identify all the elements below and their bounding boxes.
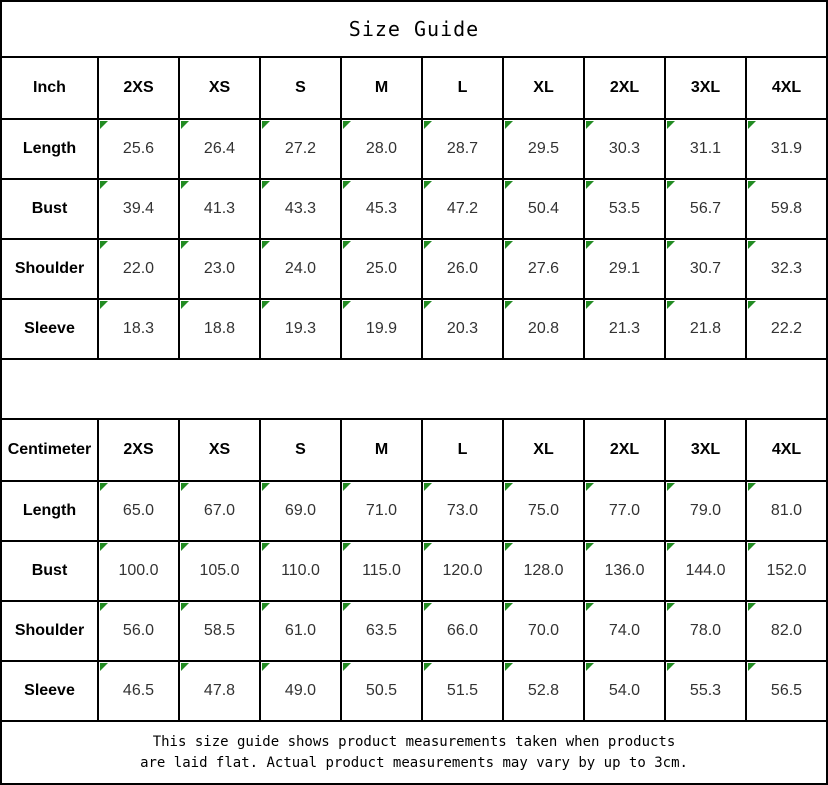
- corner-flag-icon: [343, 181, 351, 189]
- corner-flag-icon: [667, 181, 675, 189]
- value-cell: [503, 299, 584, 359]
- value-cell: [341, 299, 422, 359]
- corner-flag-icon: [262, 483, 270, 491]
- corner-flag-icon: [667, 483, 675, 491]
- value-cell: [341, 239, 422, 299]
- value-cell: [179, 541, 260, 601]
- value-cell: [98, 481, 179, 541]
- footer-note-line2: are laid flat. Actual product measurements may vary by up to 3cm.: [140, 754, 688, 771]
- corner-flag-icon: [343, 483, 351, 491]
- corner-flag-icon: [343, 121, 351, 129]
- corner-flag-icon: [262, 603, 270, 611]
- corner-flag-icon: [181, 663, 189, 671]
- value-text: 110.0: [281, 562, 320, 579]
- measurement-row-length: [1, 481, 827, 541]
- corner-flag-icon: [262, 663, 270, 671]
- value-cell: [422, 661, 503, 721]
- corner-flag-icon: [424, 603, 432, 611]
- value-text: 19.3: [284, 320, 317, 337]
- value-cell: [422, 119, 503, 179]
- value-text: 28.7: [446, 140, 479, 157]
- value-cell: [746, 179, 827, 239]
- size-header-cell-2xl: 2XL: [584, 419, 665, 481]
- corner-flag-icon: [667, 603, 675, 611]
- corner-flag-icon: [100, 483, 108, 491]
- value-cell: [98, 299, 179, 359]
- inch-table-section: [1, 57, 827, 359]
- corner-flag-icon: [667, 663, 675, 671]
- corner-flag-icon: [100, 301, 108, 309]
- size-header-cell-xl: XL: [503, 57, 584, 119]
- value-cell: [260, 179, 341, 239]
- value-cell: [422, 239, 503, 299]
- size-header-cell-4xl: 4XL: [746, 57, 827, 119]
- value-cell: [179, 179, 260, 239]
- corner-flag-icon: [667, 301, 675, 309]
- centimeter-table-section: [1, 419, 827, 721]
- corner-flag-icon: [262, 121, 270, 129]
- corner-flag-icon: [424, 121, 432, 129]
- corner-flag-icon: [262, 543, 270, 551]
- value-text: 65.0: [122, 502, 155, 519]
- value-text: 74.0: [608, 622, 641, 639]
- unit-label-cell: Centimeter: [1, 419, 98, 481]
- value-text: 41.3: [203, 200, 236, 217]
- value-text: 39.4: [122, 200, 155, 217]
- value-text: 51.5: [446, 682, 479, 699]
- corner-flag-icon: [343, 603, 351, 611]
- corner-flag-icon: [181, 181, 189, 189]
- value-cell: [341, 179, 422, 239]
- value-cell: [746, 481, 827, 541]
- value-text: 27.2: [284, 140, 317, 157]
- measurement-row-shoulder: [1, 239, 827, 299]
- corner-flag-icon: [181, 301, 189, 309]
- corner-flag-icon: [505, 121, 513, 129]
- corner-flag-icon: [505, 241, 513, 249]
- corner-flag-icon: [262, 181, 270, 189]
- corner-flag-icon: [586, 121, 594, 129]
- size-header-cell-xs: XS: [179, 57, 260, 119]
- value-cell: [746, 239, 827, 299]
- value-text: 30.3: [608, 140, 641, 157]
- value-text: 50.4: [527, 200, 560, 217]
- value-text: 50.5: [365, 682, 398, 699]
- title-row: [1, 1, 827, 57]
- value-text: 63.5: [365, 622, 398, 639]
- value-text: 25.6: [122, 140, 155, 157]
- value-text: 19.9: [365, 320, 398, 337]
- inch-header-row: [1, 57, 827, 119]
- value-cell: [503, 179, 584, 239]
- value-text: 28.0: [365, 140, 398, 157]
- row-label-cell: Bust: [1, 541, 98, 601]
- value-cell: [584, 119, 665, 179]
- value-text: 53.5: [608, 200, 641, 217]
- size-header-cell-m: M: [341, 419, 422, 481]
- value-text: 71.0: [365, 502, 398, 519]
- size-header-cell-m: M: [341, 57, 422, 119]
- corner-flag-icon: [586, 543, 594, 551]
- table-spacer: [1, 359, 827, 419]
- value-cell: [503, 541, 584, 601]
- value-cell: [179, 239, 260, 299]
- value-text: 115.0: [362, 562, 401, 579]
- value-text: 21.3: [608, 320, 641, 337]
- size-header-cell-s: S: [260, 57, 341, 119]
- corner-flag-icon: [181, 121, 189, 129]
- value-cell: [260, 239, 341, 299]
- centimeter-header-row: [1, 419, 827, 481]
- value-text: 22.0: [122, 260, 155, 277]
- footer-note-line1: This size guide shows product measurements taken when products: [152, 734, 676, 751]
- spacer-section: [1, 359, 827, 419]
- value-text: 31.9: [770, 140, 803, 157]
- page-title: Size Guide: [1, 1, 827, 57]
- row-label-cell: Length: [1, 481, 98, 541]
- value-cell: [503, 601, 584, 661]
- value-text: 26.0: [446, 260, 479, 277]
- value-text: 22.2: [770, 320, 803, 337]
- value-cell: [665, 179, 746, 239]
- value-text: 152.0: [766, 562, 807, 579]
- corner-flag-icon: [505, 483, 513, 491]
- value-cell: [422, 299, 503, 359]
- value-text: 75.0: [527, 502, 560, 519]
- value-text: 52.8: [527, 682, 560, 699]
- corner-flag-icon: [505, 181, 513, 189]
- size-header-cell-3xl: 3XL: [665, 419, 746, 481]
- corner-flag-icon: [100, 121, 108, 129]
- value-text: 47.2: [446, 200, 479, 217]
- value-cell: [503, 481, 584, 541]
- value-text: 25.0: [365, 260, 398, 277]
- value-text: 100.0: [118, 562, 159, 579]
- measurement-row-shoulder: [1, 601, 827, 661]
- value-cell: [665, 481, 746, 541]
- value-text: 45.3: [365, 200, 398, 217]
- corner-flag-icon: [100, 543, 108, 551]
- footer-row: [1, 721, 827, 784]
- value-cell: [98, 179, 179, 239]
- value-text: 46.5: [122, 682, 155, 699]
- value-cell: [746, 541, 827, 601]
- value-text: 79.0: [689, 502, 722, 519]
- corner-flag-icon: [424, 483, 432, 491]
- corner-flag-icon: [343, 301, 351, 309]
- value-text: 26.4: [203, 140, 236, 157]
- corner-flag-icon: [748, 181, 756, 189]
- value-cell: [422, 179, 503, 239]
- value-text: 49.0: [284, 682, 317, 699]
- corner-flag-icon: [343, 663, 351, 671]
- value-cell: [98, 239, 179, 299]
- value-cell: [665, 239, 746, 299]
- corner-flag-icon: [586, 663, 594, 671]
- value-cell: [260, 299, 341, 359]
- value-cell: [179, 119, 260, 179]
- value-cell: [260, 661, 341, 721]
- spacer-row: [1, 359, 827, 419]
- footer-section: [1, 721, 827, 784]
- value-text: 81.0: [770, 502, 803, 519]
- size-header-cell-2xs: 2XS: [98, 57, 179, 119]
- value-text: 21.8: [689, 320, 722, 337]
- value-text: 66.0: [446, 622, 479, 639]
- value-cell: [179, 661, 260, 721]
- value-cell: [98, 661, 179, 721]
- value-cell: [341, 481, 422, 541]
- corner-flag-icon: [424, 543, 432, 551]
- value-text: 78.0: [689, 622, 722, 639]
- corner-flag-icon: [343, 241, 351, 249]
- value-cell: [665, 119, 746, 179]
- value-text: 56.5: [770, 682, 803, 699]
- size-header-cell-3xl: 3XL: [665, 57, 746, 119]
- measurement-row-bust: [1, 541, 827, 601]
- corner-flag-icon: [262, 241, 270, 249]
- row-label-cell: Length: [1, 119, 98, 179]
- value-text: 24.0: [284, 260, 317, 277]
- row-label-cell: Sleeve: [1, 661, 98, 721]
- value-text: 30.7: [689, 260, 722, 277]
- value-cell: [422, 601, 503, 661]
- value-cell: [584, 299, 665, 359]
- size-header-cell-xl: XL: [503, 419, 584, 481]
- corner-flag-icon: [181, 603, 189, 611]
- value-text: 77.0: [608, 502, 641, 519]
- value-text: 56.0: [122, 622, 155, 639]
- value-cell: [422, 541, 503, 601]
- corner-flag-icon: [748, 603, 756, 611]
- value-text: 29.1: [608, 260, 641, 277]
- value-cell: [746, 299, 827, 359]
- corner-flag-icon: [586, 603, 594, 611]
- corner-flag-icon: [424, 181, 432, 189]
- size-header-cell-s: S: [260, 419, 341, 481]
- value-text: 20.8: [527, 320, 560, 337]
- value-cell: [179, 601, 260, 661]
- value-text: 56.7: [689, 200, 722, 217]
- value-cell: [746, 601, 827, 661]
- corner-flag-icon: [505, 301, 513, 309]
- size-header-cell-2xs: 2XS: [98, 419, 179, 481]
- corner-flag-icon: [667, 241, 675, 249]
- corner-flag-icon: [181, 483, 189, 491]
- value-text: 20.3: [446, 320, 479, 337]
- value-cell: [503, 661, 584, 721]
- value-cell: [98, 541, 179, 601]
- value-text: 70.0: [527, 622, 560, 639]
- value-text: 69.0: [284, 502, 317, 519]
- value-cell: [341, 119, 422, 179]
- value-text: 120.0: [442, 562, 483, 579]
- value-cell: [98, 119, 179, 179]
- value-text: 43.3: [284, 200, 317, 217]
- value-cell: [584, 541, 665, 601]
- corner-flag-icon: [181, 241, 189, 249]
- corner-flag-icon: [748, 121, 756, 129]
- value-text: 136.0: [604, 562, 645, 579]
- value-cell: [260, 481, 341, 541]
- value-cell: [665, 299, 746, 359]
- value-text: 31.1: [689, 140, 722, 157]
- footer-note: [1, 721, 827, 784]
- value-cell: [260, 119, 341, 179]
- corner-flag-icon: [748, 301, 756, 309]
- row-label-cell: Shoulder: [1, 239, 98, 299]
- value-text: 105.0: [199, 562, 240, 579]
- value-cell: [746, 119, 827, 179]
- size-header-cell-xs: XS: [179, 419, 260, 481]
- value-text: 82.0: [770, 622, 803, 639]
- value-text: 73.0: [446, 502, 479, 519]
- unit-label-cell: Inch: [1, 57, 98, 119]
- value-cell: [341, 661, 422, 721]
- corner-flag-icon: [343, 543, 351, 551]
- corner-flag-icon: [100, 241, 108, 249]
- value-text: 55.3: [689, 682, 722, 699]
- value-text: 27.6: [527, 260, 560, 277]
- row-label-cell: Bust: [1, 179, 98, 239]
- corner-flag-icon: [667, 121, 675, 129]
- value-cell: [584, 239, 665, 299]
- corner-flag-icon: [505, 603, 513, 611]
- corner-flag-icon: [424, 663, 432, 671]
- value-text: 18.3: [122, 320, 155, 337]
- size-header-cell-4xl: 4XL: [746, 419, 827, 481]
- measurement-row-length: [1, 119, 827, 179]
- value-text: 128.0: [523, 562, 564, 579]
- corner-flag-icon: [505, 663, 513, 671]
- size-header-cell-2xl: 2XL: [584, 57, 665, 119]
- value-text: 54.0: [608, 682, 641, 699]
- row-label-cell: Sleeve: [1, 299, 98, 359]
- value-text: 23.0: [203, 260, 236, 277]
- value-cell: [422, 481, 503, 541]
- value-cell: [260, 541, 341, 601]
- value-cell: [341, 601, 422, 661]
- corner-flag-icon: [586, 483, 594, 491]
- value-text: 67.0: [203, 502, 236, 519]
- measurement-row-bust: [1, 179, 827, 239]
- value-text: 29.5: [527, 140, 560, 157]
- corner-flag-icon: [181, 543, 189, 551]
- size-header-cell-l: L: [422, 419, 503, 481]
- value-cell: [98, 601, 179, 661]
- value-cell: [584, 601, 665, 661]
- corner-flag-icon: [424, 301, 432, 309]
- corner-flag-icon: [748, 543, 756, 551]
- value-cell: [179, 481, 260, 541]
- value-text: 59.8: [770, 200, 803, 217]
- corner-flag-icon: [100, 663, 108, 671]
- measurement-row-sleeve: [1, 299, 827, 359]
- value-text: 61.0: [284, 622, 317, 639]
- value-cell: [746, 661, 827, 721]
- corner-flag-icon: [100, 181, 108, 189]
- value-cell: [179, 299, 260, 359]
- value-cell: [503, 119, 584, 179]
- value-cell: [665, 601, 746, 661]
- value-cell: [584, 661, 665, 721]
- value-text: 144.0: [685, 562, 726, 579]
- value-text: 58.5: [203, 622, 236, 639]
- value-cell: [341, 541, 422, 601]
- corner-flag-icon: [748, 483, 756, 491]
- value-cell: [665, 541, 746, 601]
- value-cell: [584, 481, 665, 541]
- value-text: 47.8: [203, 682, 236, 699]
- corner-flag-icon: [505, 543, 513, 551]
- corner-flag-icon: [586, 301, 594, 309]
- value-cell: [584, 179, 665, 239]
- value-cell: [503, 239, 584, 299]
- value-cell: [665, 661, 746, 721]
- corner-flag-icon: [262, 301, 270, 309]
- corner-flag-icon: [100, 603, 108, 611]
- corner-flag-icon: [667, 543, 675, 551]
- corner-flag-icon: [586, 241, 594, 249]
- value-text: 32.3: [770, 260, 803, 277]
- title-section: [1, 1, 827, 57]
- value-text: 18.8: [203, 320, 236, 337]
- row-label-cell: Shoulder: [1, 601, 98, 661]
- corner-flag-icon: [748, 663, 756, 671]
- size-header-cell-l: L: [422, 57, 503, 119]
- corner-flag-icon: [424, 241, 432, 249]
- corner-flag-icon: [748, 241, 756, 249]
- value-cell: [260, 601, 341, 661]
- measurement-row-sleeve: [1, 661, 827, 721]
- corner-flag-icon: [586, 181, 594, 189]
